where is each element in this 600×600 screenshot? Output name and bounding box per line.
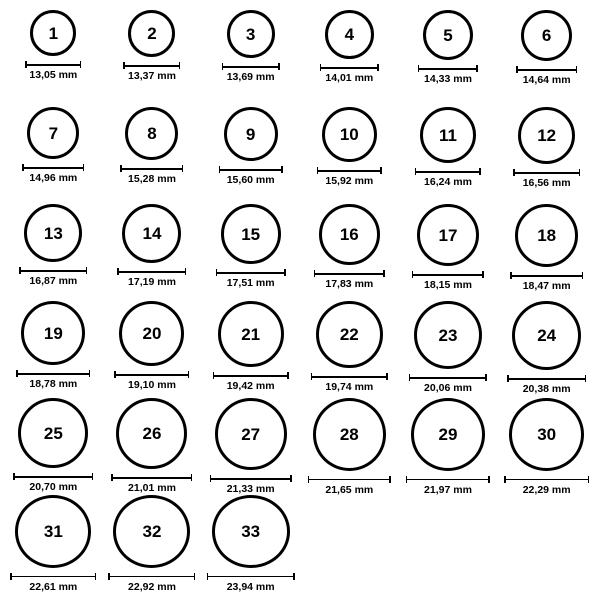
diameter-value: 17,51 mm bbox=[226, 277, 275, 289]
ring-size-label: 26 bbox=[142, 424, 162, 443]
diameter-measure bbox=[120, 165, 183, 185]
diameter-value: 16,56 mm bbox=[522, 177, 571, 189]
diameter-value: 21,65 mm bbox=[325, 483, 374, 496]
diameter-value: 17,83 mm bbox=[325, 278, 374, 290]
diameter-measure bbox=[317, 167, 382, 187]
ring-size-label: 10 bbox=[339, 125, 359, 144]
ring-circle bbox=[128, 10, 175, 57]
diameter-value: 15,92 mm bbox=[325, 175, 374, 187]
diameter-measure bbox=[418, 65, 478, 85]
ring-size-cell bbox=[103, 495, 202, 592]
ring-size-label: 16 bbox=[339, 225, 359, 244]
ring-size-label: 3 bbox=[245, 24, 256, 44]
diameter-value: 20,70 mm bbox=[29, 481, 78, 493]
diameter-measure bbox=[516, 66, 577, 86]
diameter-value: 20,06 mm bbox=[424, 382, 472, 394]
diameter-value: 21,97 mm bbox=[424, 483, 472, 496]
ring-circle bbox=[221, 204, 281, 264]
diameter-value: 16,24 mm bbox=[424, 176, 472, 188]
ring-circle bbox=[116, 398, 187, 469]
caliper-icon bbox=[10, 573, 96, 580]
caliper-icon bbox=[513, 169, 580, 176]
caliper-icon bbox=[418, 65, 478, 72]
diameter-measure bbox=[507, 375, 586, 395]
ring-circle bbox=[313, 398, 386, 471]
diameter-measure bbox=[415, 168, 481, 188]
ring-size-label: 5 bbox=[443, 25, 453, 45]
ring-size-cell bbox=[4, 495, 103, 592]
diameter-value: 13,05 mm bbox=[29, 69, 78, 81]
ring-size-label: 23 bbox=[438, 325, 458, 345]
diameter-measure bbox=[510, 272, 583, 292]
caliper-icon bbox=[123, 62, 180, 69]
caliper-icon bbox=[320, 64, 379, 71]
ring-size-label: 18 bbox=[537, 226, 557, 245]
diameter-measure bbox=[513, 169, 580, 189]
caliper-icon bbox=[13, 473, 93, 480]
ring-circle bbox=[18, 398, 88, 468]
diameter-measure bbox=[314, 270, 385, 290]
ring-size-label: 13 bbox=[43, 223, 63, 243]
ring-size-cell bbox=[497, 107, 596, 204]
ring-size-label: 22 bbox=[339, 325, 359, 344]
ring-size-cell bbox=[4, 204, 103, 301]
ring-size-label: 1 bbox=[48, 23, 59, 43]
ring-size-label: 9 bbox=[245, 124, 256, 144]
ring-size-label: 29 bbox=[438, 424, 458, 444]
ring-size-cell bbox=[300, 398, 399, 495]
diameter-value: 15,60 mm bbox=[226, 174, 275, 186]
diameter-value: 21,33 mm bbox=[226, 483, 275, 495]
diameter-measure bbox=[409, 374, 487, 394]
diameter-measure bbox=[222, 63, 280, 83]
ring-circle bbox=[509, 398, 584, 471]
ring-size-cell bbox=[201, 204, 300, 301]
diameter-measure bbox=[117, 268, 186, 288]
caliper-icon bbox=[219, 166, 283, 173]
ring-size-cell bbox=[4, 10, 103, 107]
caliper-icon bbox=[308, 476, 391, 483]
ring-size-grid bbox=[4, 10, 596, 592]
ring-size-cell bbox=[399, 10, 498, 107]
caliper-icon bbox=[222, 63, 280, 70]
ring-circle bbox=[27, 107, 79, 159]
ring-size-cell bbox=[300, 10, 399, 107]
ring-size-cell bbox=[497, 10, 596, 107]
ring-circle bbox=[319, 204, 380, 265]
diameter-measure bbox=[308, 476, 391, 496]
caliper-icon bbox=[117, 268, 186, 275]
ring-circle bbox=[316, 301, 383, 368]
ring-size-cell bbox=[4, 398, 103, 495]
ring-circle bbox=[224, 107, 278, 161]
ring-size-cell bbox=[103, 398, 202, 495]
diameter-value: 18,15 mm bbox=[424, 279, 472, 291]
diameter-measure bbox=[504, 476, 589, 496]
diameter-value: 16,87 mm bbox=[29, 275, 78, 287]
ring-circle bbox=[423, 10, 473, 60]
diameter-value: 14,64 mm bbox=[522, 74, 571, 86]
diameter-value: 14,33 mm bbox=[424, 73, 472, 85]
caliper-icon bbox=[19, 267, 87, 274]
diameter-measure bbox=[406, 476, 490, 496]
ring-size-label: 21 bbox=[241, 324, 261, 344]
diameter-value: 15,28 mm bbox=[128, 173, 176, 185]
ring-size-cell bbox=[103, 204, 202, 301]
ring-size-label: 14 bbox=[142, 224, 162, 243]
diameter-value: 22,92 mm bbox=[128, 580, 176, 593]
ring-circle bbox=[215, 398, 287, 470]
ring-circle bbox=[512, 301, 581, 370]
ring-size-label: 19 bbox=[43, 323, 63, 343]
ring-size-label: 30 bbox=[537, 424, 557, 444]
ring-size-label: 15 bbox=[241, 224, 261, 244]
caliper-icon bbox=[409, 374, 487, 381]
ring-circle bbox=[518, 107, 575, 164]
diameter-measure bbox=[13, 473, 93, 493]
caliper-icon bbox=[213, 372, 289, 379]
caliper-icon bbox=[311, 373, 388, 380]
ring-circle bbox=[227, 10, 275, 58]
ring-size-cell bbox=[399, 107, 498, 204]
diameter-value: 18,78 mm bbox=[29, 378, 78, 390]
ring-size-cell bbox=[103, 107, 202, 204]
ring-size-cell bbox=[300, 107, 399, 204]
ring-circle bbox=[521, 10, 572, 61]
diameter-measure bbox=[219, 166, 283, 186]
caliper-icon bbox=[111, 474, 192, 481]
caliper-icon bbox=[314, 270, 385, 277]
ring-size-label: 28 bbox=[339, 424, 359, 444]
diameter-measure bbox=[207, 573, 295, 593]
caliper-icon bbox=[108, 573, 195, 580]
ring-size-cell bbox=[201, 10, 300, 107]
diameter-value: 19,42 mm bbox=[226, 380, 275, 392]
diameter-measure bbox=[412, 271, 484, 291]
ring-size-cell bbox=[103, 301, 202, 398]
caliper-icon bbox=[216, 269, 286, 276]
ring-size-cell bbox=[497, 301, 596, 398]
ring-circle bbox=[30, 10, 76, 56]
ring-circle bbox=[420, 107, 476, 163]
ring-size-label: 4 bbox=[344, 25, 355, 44]
diameter-measure bbox=[10, 573, 96, 593]
caliper-icon bbox=[504, 476, 589, 483]
ring-size-cell bbox=[201, 301, 300, 398]
ring-size-label: 24 bbox=[537, 326, 557, 345]
diameter-measure bbox=[216, 269, 286, 289]
ring-size-cell bbox=[201, 107, 300, 204]
ring-circle bbox=[325, 10, 374, 59]
diameter-value: 23,94 mm bbox=[226, 580, 275, 593]
ring-size-label: 17 bbox=[438, 225, 458, 245]
diameter-measure bbox=[320, 64, 379, 84]
ring-size-cell bbox=[201, 398, 300, 495]
ring-size-cell bbox=[4, 301, 103, 398]
caliper-icon bbox=[114, 371, 189, 378]
ring-circle bbox=[218, 301, 284, 367]
ring-size-cell bbox=[399, 301, 498, 398]
diameter-measure bbox=[19, 267, 87, 287]
caliper-icon bbox=[406, 476, 490, 483]
diameter-measure bbox=[123, 62, 180, 82]
diameter-value: 14,96 mm bbox=[29, 172, 78, 184]
ring-circle bbox=[15, 495, 91, 568]
ring-size-label: 27 bbox=[241, 424, 261, 444]
ring-size-cell bbox=[399, 398, 498, 495]
ring-size-label: 20 bbox=[142, 324, 162, 343]
caliper-icon bbox=[16, 370, 90, 377]
ring-circle bbox=[414, 301, 482, 369]
ring-size-label: 31 bbox=[43, 521, 63, 541]
ring-circle bbox=[322, 107, 377, 162]
ring-circle bbox=[515, 204, 578, 267]
caliper-icon bbox=[22, 164, 84, 171]
ring-size-cell bbox=[497, 204, 596, 301]
ring-size-label: 25 bbox=[43, 423, 63, 443]
ring-size-cell bbox=[103, 10, 202, 107]
caliper-icon bbox=[510, 272, 583, 279]
caliper-icon bbox=[415, 168, 481, 175]
ring-circle bbox=[113, 495, 190, 568]
diameter-value: 22,29 mm bbox=[522, 483, 571, 496]
diameter-value: 21,01 mm bbox=[128, 482, 176, 494]
ring-size-cell bbox=[300, 301, 399, 398]
ring-size-label: 11 bbox=[438, 125, 457, 145]
caliper-icon bbox=[207, 573, 295, 580]
ring-size-cell bbox=[201, 495, 300, 592]
ring-circle bbox=[417, 204, 479, 266]
ring-size-label: 2 bbox=[147, 24, 157, 43]
diameter-measure bbox=[16, 370, 90, 390]
ring-size-cell bbox=[4, 107, 103, 204]
ring-size-label: 12 bbox=[537, 126, 557, 145]
caliper-icon bbox=[516, 66, 577, 73]
diameter-measure bbox=[25, 61, 81, 81]
ring-circle bbox=[119, 301, 184, 366]
ring-size-label: 6 bbox=[541, 26, 552, 45]
diameter-measure bbox=[108, 573, 195, 593]
ring-circle bbox=[122, 204, 181, 263]
caliper-icon bbox=[507, 375, 586, 382]
ring-size-label: 32 bbox=[142, 521, 162, 541]
diameter-value: 13,37 mm bbox=[128, 70, 176, 82]
caliper-icon bbox=[412, 271, 484, 278]
ring-size-label: 33 bbox=[241, 521, 261, 541]
diameter-value: 19,10 mm bbox=[128, 379, 176, 391]
caliper-icon bbox=[25, 61, 81, 68]
ring-circle bbox=[125, 107, 178, 160]
ring-circle bbox=[24, 204, 82, 262]
caliper-icon bbox=[120, 165, 183, 172]
diameter-value: 19,74 mm bbox=[325, 381, 374, 393]
caliper-icon bbox=[210, 475, 292, 482]
diameter-value: 17,19 mm bbox=[128, 276, 176, 288]
diameter-value: 14,01 mm bbox=[325, 72, 374, 84]
diameter-measure bbox=[213, 372, 289, 392]
diameter-value: 18,47 mm bbox=[522, 280, 571, 292]
diameter-value: 20,38 mm bbox=[522, 383, 571, 395]
ring-circle bbox=[411, 398, 485, 471]
ring-circle bbox=[212, 495, 290, 568]
diameter-measure bbox=[311, 373, 388, 393]
ring-circle bbox=[21, 301, 85, 365]
ring-size-label: 7 bbox=[48, 123, 59, 143]
diameter-measure bbox=[111, 474, 192, 494]
caliper-icon bbox=[317, 167, 382, 174]
ring-size-label: 8 bbox=[147, 124, 157, 143]
diameter-value: 22,61 mm bbox=[29, 580, 78, 593]
ring-size-cell bbox=[399, 204, 498, 301]
diameter-measure bbox=[210, 475, 292, 495]
diameter-measure bbox=[114, 371, 189, 391]
diameter-measure bbox=[22, 164, 84, 184]
diameter-value: 13,69 mm bbox=[226, 71, 275, 83]
ring-size-cell bbox=[497, 398, 596, 495]
ring-size-cell bbox=[300, 204, 399, 301]
